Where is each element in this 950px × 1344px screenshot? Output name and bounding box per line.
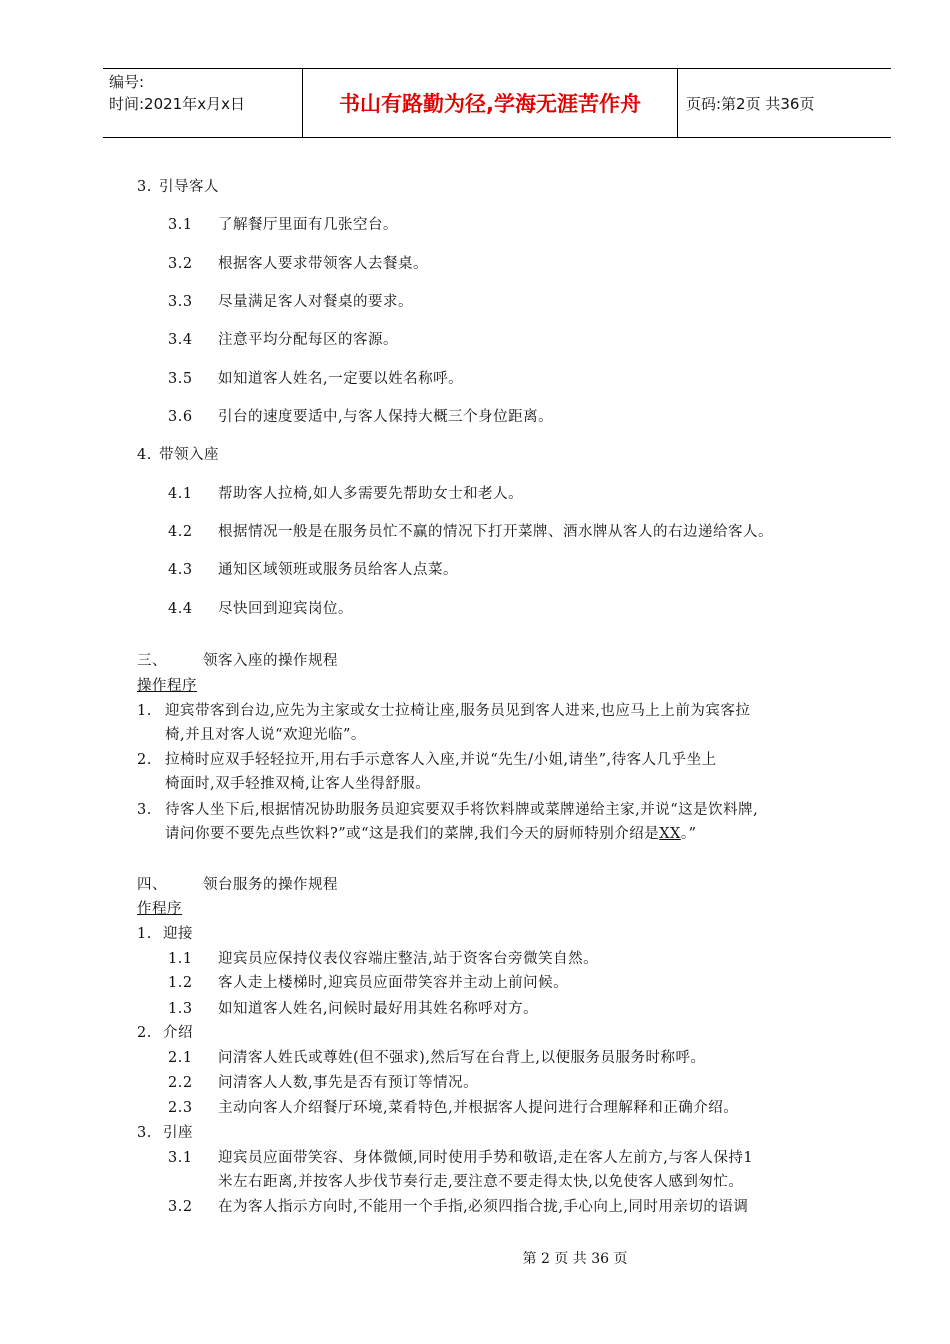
item-number: 2.2: [168, 1075, 193, 1091]
header-motto: 书山有路勤为径,学海无涯苦作舟: [303, 69, 678, 137]
page-footer: [0, 1248, 950, 1268]
item-text-continued: [165, 822, 697, 843]
item-text: 帮助客人拉椅,如人多需要先帮助女士和老人。: [218, 486, 524, 502]
section-heading: [137, 175, 219, 196]
list-item: [168, 597, 353, 618]
header-meta: [103, 69, 303, 137]
item-number: 1.1: [168, 951, 193, 967]
section-number: 4.: [137, 447, 152, 463]
list-item: [168, 367, 463, 388]
list-item: [168, 1046, 706, 1067]
footer-page-number: 第 2 页 共 36 页: [522, 1251, 628, 1267]
item-number: 2.: [137, 752, 152, 768]
list-item: [137, 699, 750, 720]
item-number: 1.3: [168, 1001, 193, 1017]
group-number: 2.: [137, 1025, 152, 1041]
section-number: 3.: [137, 179, 152, 195]
part-heading: [137, 649, 338, 670]
item-text: 迎宾员应面带笑容、身体微倾,同时使用手势和敬语,走在客人左前方,与客人保持1: [218, 1150, 754, 1166]
item-number: 3.4: [168, 332, 193, 348]
item-number: 3.3: [168, 294, 193, 310]
list-item: [168, 252, 428, 273]
item-text: 引台的速度要适中,与客人保持大概三个身位距离。: [218, 409, 554, 425]
list-item: [168, 328, 398, 349]
item-number: 2.1: [168, 1050, 193, 1066]
item-number: 1.2: [168, 975, 193, 991]
group-title: 引座: [163, 1125, 193, 1141]
list-item: [168, 520, 773, 541]
group-heading: [137, 1021, 193, 1042]
group-heading: [137, 922, 193, 943]
time-label: 时间:2021年x月x日: [109, 95, 245, 113]
list-item: [168, 213, 398, 234]
item-number: 1.: [137, 703, 152, 719]
group-title: 介绍: [163, 1025, 193, 1041]
item-text: 如知道客人姓名,一定要以姓名称呼。: [218, 371, 464, 387]
item-number: 4.1: [168, 486, 193, 502]
item-number: 3.1: [168, 1150, 193, 1166]
item-text: 如知道客人姓名,问候时最好用其姓名称呼对方。: [218, 1001, 539, 1017]
item-text-continued: 椅,并且对客人说“欢迎光临”。: [165, 727, 366, 743]
part-heading: [137, 873, 338, 894]
list-item: [168, 482, 523, 503]
item-number: 2.3: [168, 1100, 193, 1116]
group-title: 迎接: [163, 926, 193, 942]
item-text: 迎宾带客到台边,应先为主家或女士拉椅让座,服务员见到客人进来,也应马上上前为宾客拉: [165, 703, 751, 719]
list-item: [137, 748, 717, 769]
page-header: [103, 68, 891, 138]
part-number: 三、: [137, 653, 167, 669]
section-title: 带领入座: [159, 447, 219, 463]
group-heading: [137, 1121, 193, 1142]
item-number: 3.: [137, 802, 152, 818]
item-number: 4.3: [168, 562, 193, 578]
group-number: 1.: [137, 926, 152, 942]
item-text: 。”: [680, 826, 697, 842]
item-text: 了解餐厅里面有几张空台。: [218, 217, 398, 233]
item-text: 客人走上楼梯时,迎宾员应面带笑容并主动上前问候。: [218, 975, 569, 991]
part-number: 四、: [137, 877, 167, 893]
list-item: [168, 971, 568, 992]
item-text-continued: 米左右距离,并按客人步伐节奏行走,要注意不要走得太快,以免使客人感到匆忙。: [218, 1174, 744, 1190]
list-item: [137, 798, 758, 819]
list-item: [168, 1071, 478, 1092]
item-text: 根据情况一般是在服务员忙不赢的情况下打开菜牌、酒水牌从客人的右边递给客人。: [218, 524, 773, 540]
item-text: 问清客人人数,事先是否有预订等情况。: [218, 1075, 479, 1091]
item-text: 主动向客人介绍餐厅环境,菜肴特色,并根据客人提问进行合理解释和正确介绍。: [218, 1100, 739, 1116]
list-item: [168, 997, 538, 1018]
item-text-continued: 椅面时,双手轻推双椅,让客人坐得舒服。: [165, 776, 431, 792]
item-text: 尽快回到迎宾岗位。: [218, 601, 353, 617]
item-number: 3.2: [168, 1199, 193, 1215]
item-number: 4.4: [168, 601, 193, 617]
item-number: 3.5: [168, 371, 193, 387]
item-text: 根据客人要求带领客人去餐桌。: [218, 256, 428, 272]
part-title: 领台服务的操作规程: [203, 877, 338, 893]
item-number: 3.2: [168, 256, 193, 272]
item-text: 通知区域领班或服务员给客人点菜。: [218, 562, 458, 578]
item-text: 请问你要不要先点些饮料?”或“这是我们的菜牌,我们今天的厨师特别介绍是: [165, 826, 660, 842]
list-item: [168, 405, 553, 426]
section-title: 引导客人: [159, 179, 219, 195]
item-text: 待客人坐下后,根据情况协助服务员迎宾要双手将饮料牌或菜牌递给主家,并说“这是饮料牌,: [165, 802, 759, 818]
list-item: [168, 1096, 738, 1117]
list-item: [168, 558, 458, 579]
item-number: 4.2: [168, 524, 193, 540]
item-text: 尽量满足客人对餐桌的要求。: [218, 294, 413, 310]
part-subtitle: 操作程序: [137, 678, 197, 694]
item-number: 3.1: [168, 217, 193, 233]
section-heading: [137, 443, 219, 464]
item-text: 问清客人姓氏或尊姓(但不强求),然后写在台背上,以便服务员服务时称呼。: [218, 1050, 706, 1066]
item-text: 注意平均分配每区的客源。: [218, 332, 398, 348]
list-item: [168, 290, 413, 311]
group-number: 3.: [137, 1125, 152, 1141]
underlined-text: XX: [659, 826, 681, 842]
part-title: 领客入座的操作规程: [203, 653, 338, 669]
list-item: [168, 1146, 753, 1167]
item-text: 迎宾员应保持仪表仪容端庄整洁,站于资客台旁微笑自然。: [218, 951, 599, 967]
item-text: 在为客人指示方向时,不能用一个手指,必须四指合拢,手心向上,同时用亲切的语调: [218, 1199, 749, 1215]
header-page-info: 页码:第2页 共36页: [686, 94, 815, 113]
item-number: 3.6: [168, 409, 193, 425]
list-item: [168, 1195, 748, 1216]
item-text: 拉椅时应双手轻轻拉开,用右手示意客人入座,并说“先生/小姐,请坐”,待客人几乎坐上: [165, 752, 717, 768]
part-subtitle: 作程序: [137, 901, 182, 917]
list-item: [168, 947, 598, 968]
number-label: 编号:: [109, 73, 145, 91]
